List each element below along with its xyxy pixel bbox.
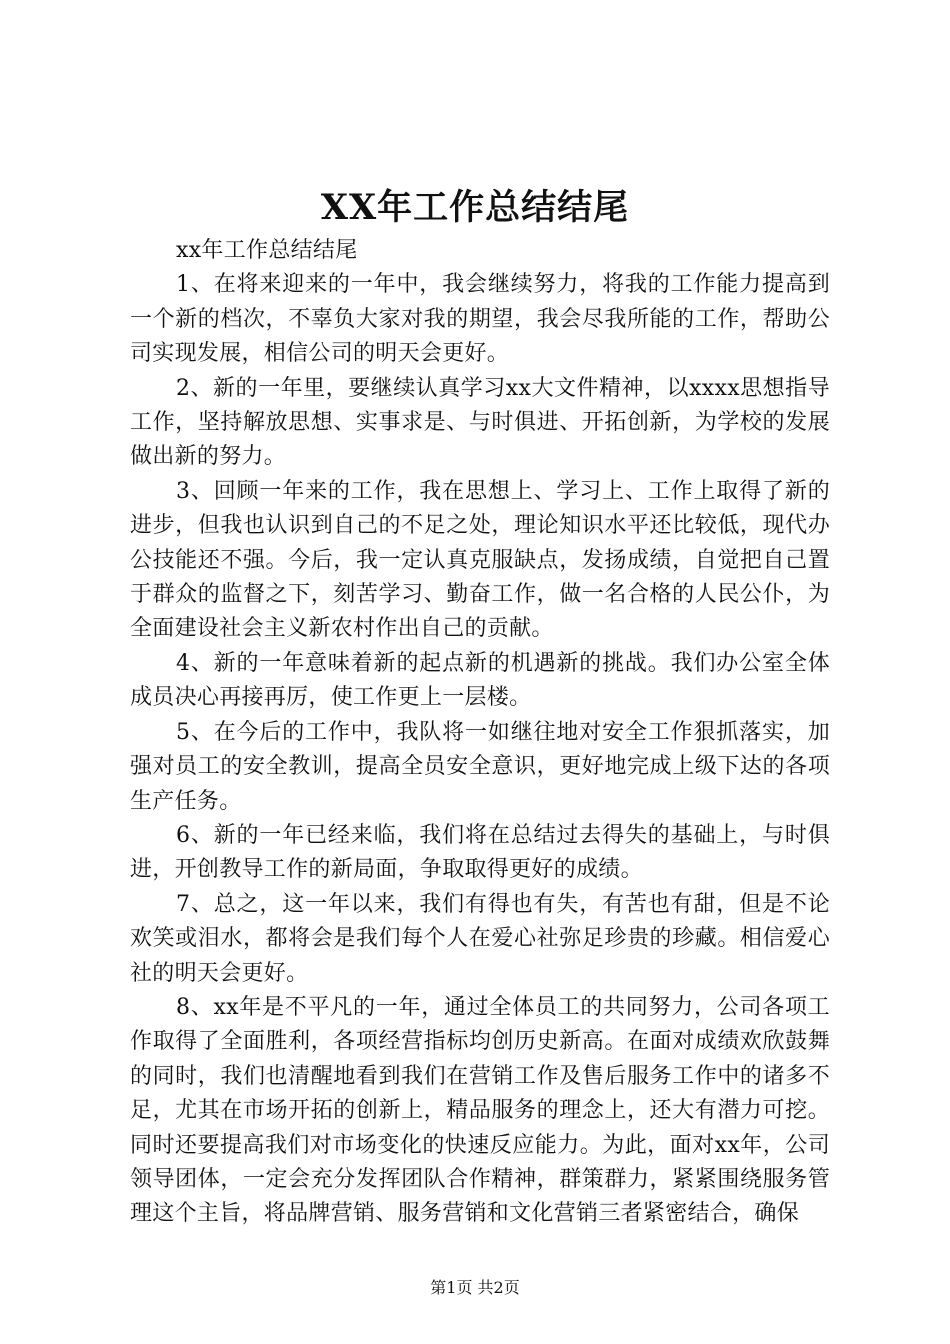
subtitle-line: xx年工作总结结尾 (176, 238, 358, 263)
paragraph-5: 5、在今后的工作中，我队将一如继往地对安全工作狠抓落实，加强对员工的安全教训，提高全员安全意识，更好地完成上级下达的各项生产任务。 (130, 719, 830, 814)
paragraph-8: 8、xx年是不平凡的一年，通过全体员工的共同努力，公司各项工作取得了全面胜利，各项经营指标均创历史新高。在面对成绩欢欣鼓舞的同时，我们也清醒地看到我们在营销工作及售后服务工作中的诸多不足，尤其在市场开拓的创新上，精品服务的理念上，还大有潜力可挖。同时还要提高我们对市场变化的快速反应能力。为此，面对xx年，公司领导团体，一定会充分发挥团队合作精神，群策群力，紧紧围绕服务管理这个主旨，将品牌营销、服务营销和文化营销三者紧密结合，确保 (130, 994, 830, 1227)
paragraph-1: 1、在将来迎来的一年中，我会继续努力，将我的工作能力提高到一个新的档次，不辜负大家对我的期望，我会尽我所能的工作，帮助公司实现发展，相信公司的明天会更好。 (130, 272, 830, 367)
paragraph-3: 3、回顾一年来的工作，我在思想上、学习上、工作上取得了新的进步，但我也认识到自己的不足之处，理论知识水平还比较低，现代办公技能还不强。今后，我一定认真克服缺点，发扬成绩，自觉把自己置于群众的监督之下，刻苦学习、勤奋工作，做一名合格的人民公仆，为全面建设社会主义新农村作出自己的贡献。 (130, 478, 830, 642)
document-body (130, 234, 830, 1232)
paragraph-6: 6、新的一年已经来临，我们将在总结过去得失的基础上，与时俱进，开创教导工作的新局面，争取取得更好的成绩。 (130, 822, 830, 883)
paragraph-2: 2、新的一年里，要继续认真学习xx大文件精神，以xxxx思想指导工作，坚持解放思想、实事求是、与时俱进、开拓创新，为学校的发展做出新的努力。 (130, 375, 830, 470)
paragraph-7: 7、总之，这一年以来，我们有得也有失，有苦也有甜，但是不论欢笑或泪水，都将会是我们每个人在爱心社弥足珍贵的珍藏。相信爱心社的明天会更好。 (130, 891, 830, 986)
page-footer: 第1页 共2页 (430, 1278, 520, 1297)
paragraph-4: 4、新的一年意味着新的起点新的机遇新的挑战。我们办公室全体成员决心再接再厉，使工作更上一层楼。 (130, 650, 830, 711)
document-title: XX年工作总结结尾 (320, 187, 630, 228)
